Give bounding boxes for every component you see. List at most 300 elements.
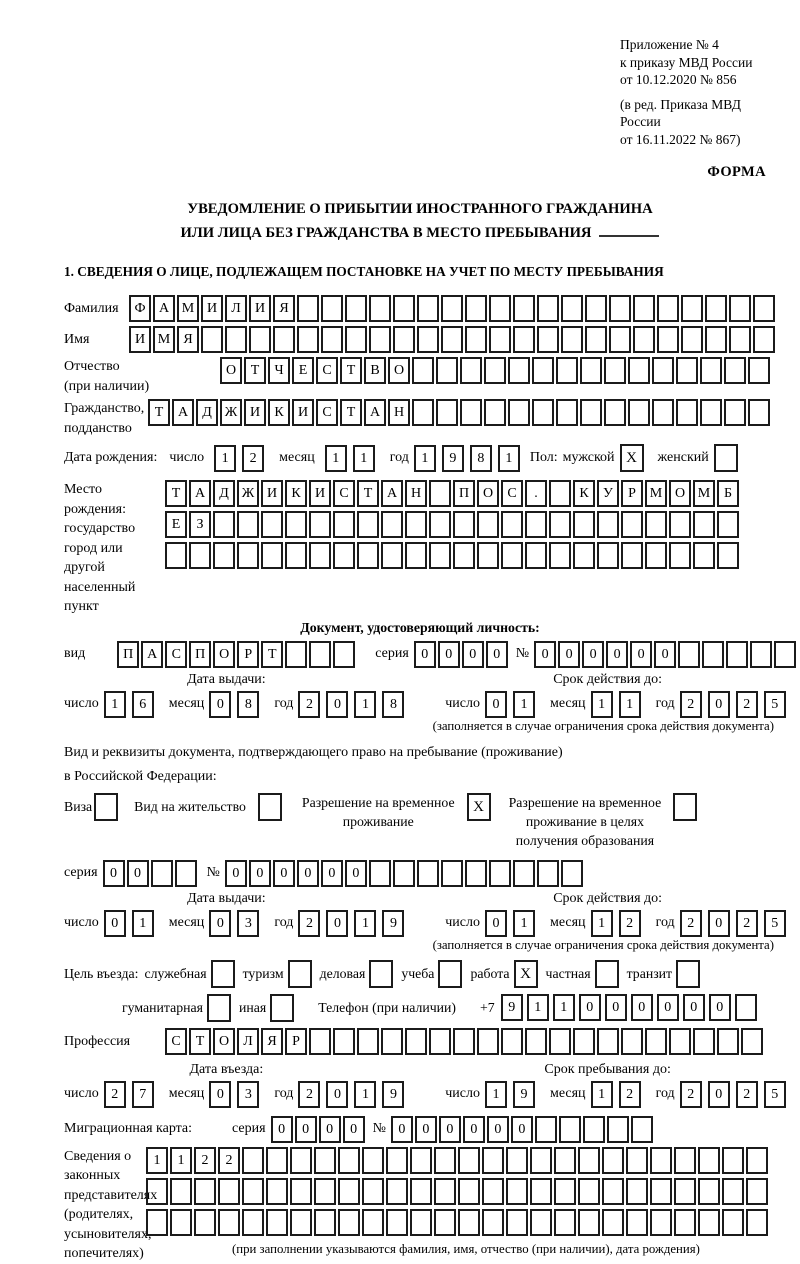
- cell-box[interactable]: Ч: [268, 357, 290, 384]
- cell-box[interactable]: [549, 480, 571, 507]
- cell-box[interactable]: [657, 295, 679, 322]
- cell-box[interactable]: Р: [237, 641, 259, 668]
- cell-box[interactable]: О: [477, 480, 499, 507]
- cell-box[interactable]: [477, 511, 499, 538]
- cell-box[interactable]: Я: [177, 326, 199, 353]
- cell-box[interactable]: И: [201, 295, 223, 322]
- cell-box[interactable]: Р: [621, 480, 643, 507]
- cell-box[interactable]: Т: [189, 1028, 211, 1055]
- cell-box[interactable]: 0: [391, 1116, 413, 1143]
- cell-box[interactable]: 0: [486, 641, 508, 668]
- cell-box[interactable]: [705, 326, 727, 353]
- cell-box[interactable]: [650, 1178, 672, 1205]
- cell-box[interactable]: [556, 357, 578, 384]
- cell-box[interactable]: [381, 511, 403, 538]
- cell-box[interactable]: [693, 511, 715, 538]
- cell-box[interactable]: 0: [582, 641, 604, 668]
- cell-box[interactable]: 2: [298, 691, 320, 718]
- cell-box[interactable]: [362, 1209, 384, 1236]
- cell-box[interactable]: [602, 1178, 624, 1205]
- cell-box[interactable]: [729, 295, 751, 322]
- cell-box[interactable]: [165, 542, 187, 569]
- cell-box[interactable]: [434, 1209, 456, 1236]
- cell-box[interactable]: [175, 860, 197, 887]
- residence-permit-checkbox[interactable]: [258, 793, 282, 821]
- purpose-transit-checkbox[interactable]: [676, 960, 700, 988]
- cell-box[interactable]: [436, 399, 458, 426]
- cell-box[interactable]: [508, 399, 530, 426]
- cell-box[interactable]: 1: [214, 445, 236, 472]
- cell-box[interactable]: [717, 542, 739, 569]
- cell-box[interactable]: [369, 295, 391, 322]
- cell-box[interactable]: 0: [297, 860, 319, 887]
- cell-box[interactable]: Т: [244, 357, 266, 384]
- cell-box[interactable]: 0: [708, 910, 730, 937]
- cell-box[interactable]: [724, 399, 746, 426]
- cell-box[interactable]: 2: [736, 1081, 758, 1108]
- cell-box[interactable]: О: [669, 480, 691, 507]
- cell-box[interactable]: [506, 1178, 528, 1205]
- cell-box[interactable]: 0: [579, 994, 601, 1021]
- cell-box[interactable]: Б: [717, 480, 739, 507]
- cell-box[interactable]: 1: [591, 910, 613, 937]
- cell-box[interactable]: [628, 399, 650, 426]
- cell-box[interactable]: [417, 860, 439, 887]
- cell-box[interactable]: [722, 1178, 744, 1205]
- cell-box[interactable]: [513, 295, 535, 322]
- cell-box[interactable]: 5: [764, 1081, 786, 1108]
- cell-box[interactable]: [357, 542, 379, 569]
- cell-box[interactable]: [609, 295, 631, 322]
- cell-box[interactable]: [549, 542, 571, 569]
- cell-box[interactable]: [633, 295, 655, 322]
- cell-box[interactable]: [285, 542, 307, 569]
- cell-box[interactable]: 1: [132, 910, 154, 937]
- cell-box[interactable]: 0: [605, 994, 627, 1021]
- cell-box[interactable]: [261, 511, 283, 538]
- cell-box[interactable]: [753, 326, 775, 353]
- cell-box[interactable]: О: [213, 1028, 235, 1055]
- cell-box[interactable]: [645, 511, 667, 538]
- cell-box[interactable]: [453, 1028, 475, 1055]
- cell-box[interactable]: [381, 1028, 403, 1055]
- cell-box[interactable]: [537, 326, 559, 353]
- cell-box[interactable]: 0: [415, 1116, 437, 1143]
- cell-box[interactable]: [669, 1028, 691, 1055]
- cell-box[interactable]: И: [261, 480, 283, 507]
- cell-box[interactable]: [549, 511, 571, 538]
- cell-box[interactable]: [482, 1209, 504, 1236]
- cell-box[interactable]: [412, 399, 434, 426]
- cell-box[interactable]: [700, 399, 722, 426]
- cell-box[interactable]: У: [597, 480, 619, 507]
- cell-box[interactable]: [484, 357, 506, 384]
- cell-box[interactable]: [441, 860, 463, 887]
- cell-box[interactable]: [532, 399, 554, 426]
- purpose-tourism-checkbox[interactable]: [288, 960, 312, 988]
- cell-box[interactable]: [513, 326, 535, 353]
- cell-box[interactable]: [678, 641, 700, 668]
- cell-box[interactable]: [652, 357, 674, 384]
- cell-box[interactable]: [170, 1209, 192, 1236]
- cell-box[interactable]: [321, 295, 343, 322]
- cell-box[interactable]: [465, 326, 487, 353]
- cell-box[interactable]: [750, 641, 772, 668]
- cell-box[interactable]: 7: [132, 1081, 154, 1108]
- cell-box[interactable]: [338, 1178, 360, 1205]
- cell-box[interactable]: 6: [132, 691, 154, 718]
- cell-box[interactable]: Е: [165, 511, 187, 538]
- cell-box[interactable]: [535, 1116, 557, 1143]
- cell-box[interactable]: [748, 399, 770, 426]
- cell-box[interactable]: [698, 1178, 720, 1205]
- cell-box[interactable]: [652, 399, 674, 426]
- cell-box[interactable]: 0: [225, 860, 247, 887]
- cell-box[interactable]: 2: [104, 1081, 126, 1108]
- cell-box[interactable]: 1: [485, 1081, 507, 1108]
- cell-box[interactable]: Н: [405, 480, 427, 507]
- cell-box[interactable]: И: [292, 399, 314, 426]
- cell-box[interactable]: [681, 326, 703, 353]
- cell-box[interactable]: [626, 1178, 648, 1205]
- cell-box[interactable]: [604, 357, 626, 384]
- cell-box[interactable]: [741, 1028, 763, 1055]
- cell-box[interactable]: М: [645, 480, 667, 507]
- cell-box[interactable]: [201, 326, 223, 353]
- cell-box[interactable]: [314, 1178, 336, 1205]
- cell-box[interactable]: 0: [630, 641, 652, 668]
- cell-box[interactable]: 0: [683, 994, 705, 1021]
- cell-box[interactable]: [561, 295, 583, 322]
- cell-box[interactable]: [650, 1147, 672, 1174]
- cell-box[interactable]: А: [364, 399, 386, 426]
- cell-box[interactable]: [602, 1147, 624, 1174]
- cell-box[interactable]: [501, 511, 523, 538]
- cell-box[interactable]: 0: [321, 860, 343, 887]
- cell-box[interactable]: [477, 1028, 499, 1055]
- cell-box[interactable]: 0: [438, 641, 460, 668]
- cell-box[interactable]: К: [285, 480, 307, 507]
- cell-box[interactable]: [393, 860, 415, 887]
- cell-box[interactable]: [362, 1178, 384, 1205]
- cell-box[interactable]: Д: [196, 399, 218, 426]
- cell-box[interactable]: 0: [709, 994, 731, 1021]
- cell-box[interactable]: Д: [213, 480, 235, 507]
- cell-box[interactable]: [386, 1209, 408, 1236]
- cell-box[interactable]: [722, 1147, 744, 1174]
- cell-box[interactable]: С: [501, 480, 523, 507]
- cell-box[interactable]: П: [189, 641, 211, 668]
- cell-box[interactable]: 1: [325, 445, 347, 472]
- cell-box[interactable]: [508, 357, 530, 384]
- purpose-other-checkbox[interactable]: [270, 994, 294, 1022]
- cell-box[interactable]: [722, 1209, 744, 1236]
- cell-box[interactable]: Л: [225, 295, 247, 322]
- cell-box[interactable]: 9: [382, 910, 404, 937]
- cell-box[interactable]: [441, 295, 463, 322]
- cell-box[interactable]: [410, 1147, 432, 1174]
- cell-box[interactable]: 0: [439, 1116, 461, 1143]
- cell-box[interactable]: [561, 860, 583, 887]
- cell-box[interactable]: О: [388, 357, 410, 384]
- cell-box[interactable]: 0: [534, 641, 556, 668]
- cell-box[interactable]: [561, 326, 583, 353]
- cell-box[interactable]: [621, 511, 643, 538]
- cell-box[interactable]: 1: [353, 445, 375, 472]
- cell-box[interactable]: [774, 641, 796, 668]
- cell-box[interactable]: [285, 511, 307, 538]
- cell-box[interactable]: [381, 542, 403, 569]
- cell-box[interactable]: [482, 1147, 504, 1174]
- cell-box[interactable]: 9: [513, 1081, 535, 1108]
- cell-box[interactable]: [554, 1178, 576, 1205]
- cell-box[interactable]: [501, 1028, 523, 1055]
- cell-box[interactable]: [369, 860, 391, 887]
- cell-box[interactable]: 0: [631, 994, 653, 1021]
- cell-box[interactable]: 0: [606, 641, 628, 668]
- cell-box[interactable]: [458, 1209, 480, 1236]
- sex-male-checkbox[interactable]: X: [620, 444, 644, 472]
- cell-box[interactable]: [405, 542, 427, 569]
- cell-box[interactable]: [434, 1178, 456, 1205]
- cell-box[interactable]: К: [268, 399, 290, 426]
- cell-box[interactable]: [573, 1028, 595, 1055]
- cell-box[interactable]: [417, 326, 439, 353]
- cell-box[interactable]: [314, 1209, 336, 1236]
- cell-box[interactable]: И: [309, 480, 331, 507]
- cell-box[interactable]: [583, 1116, 605, 1143]
- cell-box[interactable]: [237, 511, 259, 538]
- cell-box[interactable]: П: [117, 641, 139, 668]
- cell-box[interactable]: А: [153, 295, 175, 322]
- cell-box[interactable]: [410, 1209, 432, 1236]
- cell-box[interactable]: 0: [273, 860, 295, 887]
- cell-box[interactable]: [633, 326, 655, 353]
- cell-box[interactable]: 0: [104, 910, 126, 937]
- purpose-private-checkbox[interactable]: [595, 960, 619, 988]
- cell-box[interactable]: 5: [764, 910, 786, 937]
- cell-box[interactable]: 1: [513, 691, 535, 718]
- cell-box[interactable]: 0: [654, 641, 676, 668]
- cell-box[interactable]: [436, 357, 458, 384]
- cell-box[interactable]: [650, 1209, 672, 1236]
- cell-box[interactable]: 2: [736, 910, 758, 937]
- cell-box[interactable]: [242, 1178, 264, 1205]
- cell-box[interactable]: [735, 994, 757, 1021]
- purpose-study-checkbox[interactable]: [438, 960, 462, 988]
- cell-box[interactable]: [273, 326, 295, 353]
- cell-box[interactable]: [393, 295, 415, 322]
- cell-box[interactable]: [170, 1178, 192, 1205]
- cell-box[interactable]: [314, 1147, 336, 1174]
- cell-box[interactable]: [717, 1028, 739, 1055]
- cell-box[interactable]: [429, 542, 451, 569]
- cell-box[interactable]: [266, 1209, 288, 1236]
- cell-box[interactable]: [338, 1209, 360, 1236]
- cell-box[interactable]: [417, 295, 439, 322]
- cell-box[interactable]: 0: [463, 1116, 485, 1143]
- cell-box[interactable]: [573, 542, 595, 569]
- cell-box[interactable]: [458, 1147, 480, 1174]
- cell-box[interactable]: 0: [485, 910, 507, 937]
- cell-box[interactable]: [746, 1147, 768, 1174]
- cell-box[interactable]: [525, 511, 547, 538]
- cell-box[interactable]: 0: [558, 641, 580, 668]
- cell-box[interactable]: [609, 326, 631, 353]
- cell-box[interactable]: [645, 542, 667, 569]
- cell-box[interactable]: 2: [680, 691, 702, 718]
- cell-box[interactable]: 2: [194, 1147, 216, 1174]
- cell-box[interactable]: И: [249, 295, 271, 322]
- cell-box[interactable]: Т: [357, 480, 379, 507]
- cell-box[interactable]: 8: [470, 445, 492, 472]
- cell-box[interactable]: Ж: [220, 399, 242, 426]
- cell-box[interactable]: [429, 480, 451, 507]
- cell-box[interactable]: [434, 1147, 456, 1174]
- cell-box[interactable]: [597, 511, 619, 538]
- cell-box[interactable]: [357, 1028, 379, 1055]
- cell-box[interactable]: М: [693, 480, 715, 507]
- cell-box[interactable]: 0: [708, 691, 730, 718]
- cell-box[interactable]: К: [573, 480, 595, 507]
- cell-box[interactable]: Е: [292, 357, 314, 384]
- cell-box[interactable]: 2: [680, 1081, 702, 1108]
- cell-box[interactable]: [290, 1147, 312, 1174]
- cell-box[interactable]: 9: [501, 994, 523, 1021]
- cell-box[interactable]: [554, 1147, 576, 1174]
- cell-box[interactable]: 0: [295, 1116, 317, 1143]
- cell-box[interactable]: П: [453, 480, 475, 507]
- cell-box[interactable]: [465, 860, 487, 887]
- cell-box[interactable]: [194, 1209, 216, 1236]
- cell-box[interactable]: 0: [319, 1116, 341, 1143]
- cell-box[interactable]: [604, 399, 626, 426]
- cell-box[interactable]: [484, 399, 506, 426]
- cell-box[interactable]: [266, 1147, 288, 1174]
- cell-box[interactable]: [213, 511, 235, 538]
- cell-box[interactable]: [458, 1178, 480, 1205]
- cell-box[interactable]: [237, 542, 259, 569]
- cell-box[interactable]: 1: [527, 994, 549, 1021]
- cell-box[interactable]: [506, 1209, 528, 1236]
- cell-box[interactable]: 8: [237, 691, 259, 718]
- cell-box[interactable]: 3: [237, 910, 259, 937]
- cell-box[interactable]: [194, 1178, 216, 1205]
- cell-box[interactable]: 2: [218, 1147, 240, 1174]
- cell-box[interactable]: [393, 326, 415, 353]
- cell-box[interactable]: [530, 1209, 552, 1236]
- cell-box[interactable]: Ф: [129, 295, 151, 322]
- cell-box[interactable]: [729, 326, 751, 353]
- cell-box[interactable]: [386, 1178, 408, 1205]
- cell-box[interactable]: [537, 295, 559, 322]
- cell-box[interactable]: А: [189, 480, 211, 507]
- cell-box[interactable]: [412, 357, 434, 384]
- cell-box[interactable]: Т: [165, 480, 187, 507]
- cell-box[interactable]: [580, 357, 602, 384]
- cell-box[interactable]: А: [141, 641, 163, 668]
- cell-box[interactable]: [213, 542, 235, 569]
- cell-box[interactable]: Т: [340, 357, 362, 384]
- cell-box[interactable]: [146, 1209, 168, 1236]
- cell-box[interactable]: [357, 511, 379, 538]
- cell-box[interactable]: [578, 1147, 600, 1174]
- cell-box[interactable]: [266, 1178, 288, 1205]
- cell-box[interactable]: [225, 326, 247, 353]
- cell-box[interactable]: 1: [354, 691, 376, 718]
- cell-box[interactable]: [460, 399, 482, 426]
- cell-box[interactable]: [489, 295, 511, 322]
- cell-box[interactable]: 1: [591, 1081, 613, 1108]
- cell-box[interactable]: 1: [104, 691, 126, 718]
- cell-box[interactable]: [333, 511, 355, 538]
- cell-box[interactable]: [554, 1209, 576, 1236]
- cell-box[interactable]: 1: [591, 691, 613, 718]
- cell-box[interactable]: 2: [619, 1081, 641, 1108]
- cell-box[interactable]: 1: [146, 1147, 168, 1174]
- cell-box[interactable]: 2: [736, 691, 758, 718]
- cell-box[interactable]: [626, 1147, 648, 1174]
- cell-box[interactable]: С: [333, 480, 355, 507]
- cell-box[interactable]: [386, 1147, 408, 1174]
- cell-box[interactable]: [489, 860, 511, 887]
- cell-box[interactable]: [580, 399, 602, 426]
- cell-box[interactable]: [285, 641, 307, 668]
- cell-box[interactable]: .: [525, 480, 547, 507]
- cell-box[interactable]: [530, 1178, 552, 1205]
- cell-box[interactable]: [460, 357, 482, 384]
- cell-box[interactable]: [597, 1028, 619, 1055]
- cell-box[interactable]: З: [189, 511, 211, 538]
- cell-box[interactable]: С: [316, 399, 338, 426]
- cell-box[interactable]: 1: [513, 910, 535, 937]
- cell-box[interactable]: 0: [271, 1116, 293, 1143]
- cell-box[interactable]: [290, 1209, 312, 1236]
- cell-box[interactable]: [525, 542, 547, 569]
- cell-box[interactable]: [698, 1147, 720, 1174]
- purpose-official-checkbox[interactable]: [211, 960, 235, 988]
- cell-box[interactable]: 1: [170, 1147, 192, 1174]
- cell-box[interactable]: 0: [326, 1081, 348, 1108]
- cell-box[interactable]: 1: [553, 994, 575, 1021]
- cell-box[interactable]: 0: [103, 860, 125, 887]
- cell-box[interactable]: [559, 1116, 581, 1143]
- cell-box[interactable]: [674, 1178, 696, 1205]
- cell-box[interactable]: [537, 860, 559, 887]
- cell-box[interactable]: О: [220, 357, 242, 384]
- cell-box[interactable]: [578, 1178, 600, 1205]
- cell-box[interactable]: [657, 326, 679, 353]
- cell-box[interactable]: [242, 1147, 264, 1174]
- cell-box[interactable]: 9: [442, 445, 464, 472]
- cell-box[interactable]: 3: [237, 1081, 259, 1108]
- cell-box[interactable]: [309, 641, 331, 668]
- visa-checkbox[interactable]: [94, 793, 118, 821]
- cell-box[interactable]: 0: [343, 1116, 365, 1143]
- cell-box[interactable]: 2: [298, 910, 320, 937]
- cell-box[interactable]: А: [172, 399, 194, 426]
- cell-box[interactable]: С: [165, 641, 187, 668]
- cell-box[interactable]: [724, 357, 746, 384]
- cell-box[interactable]: 9: [382, 1081, 404, 1108]
- cell-box[interactable]: [621, 542, 643, 569]
- cell-box[interactable]: [453, 542, 475, 569]
- cell-box[interactable]: [482, 1178, 504, 1205]
- cell-box[interactable]: [753, 295, 775, 322]
- cell-box[interactable]: [525, 1028, 547, 1055]
- cell-box[interactable]: [261, 542, 283, 569]
- cell-box[interactable]: [189, 542, 211, 569]
